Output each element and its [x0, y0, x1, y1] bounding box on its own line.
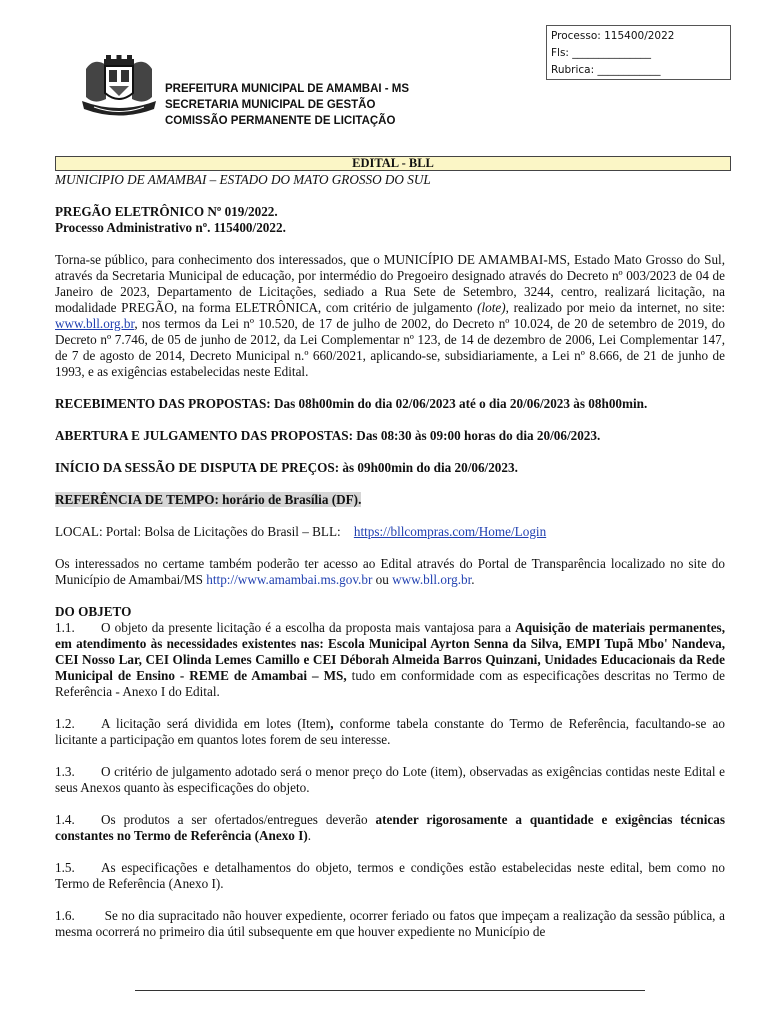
item-text: Os produtos a ser ofertados/entregues deverão [101, 812, 376, 827]
item-number: 1.5. [55, 860, 75, 875]
item-text-end: conforme tabela constante do Termo de Referência, facultando-se ao licitante a participação em quantos lotes forem de seu interesse. [55, 716, 725, 747]
header-prefeitura: PREFEITURA MUNICIPAL DE AMAMBAI - MS [165, 83, 410, 95]
item-text: O objeto da presente licitação é a escolha da proposta mais vantajosa para a [101, 620, 516, 635]
item-text: Se no dia supracitado não houver expediente, ocorrer feriado ou fatos que impeçam a realização da sessão pública, a mesma ocorrerá no primeiro dia útil subsequente em que houver expediente no Município de [55, 908, 725, 939]
item-bold-text: , [330, 716, 334, 731]
item-text-end: . [307, 828, 312, 843]
item-text: As especificações e detalhamentos do objeto, termos e condições estão estabelecidas neste edital, bem como no Termo de Referência (Anexo I). [55, 860, 725, 891]
header-comissao: COMISSÃO PERMANENTE DE LICITAÇÃO [165, 115, 396, 127]
item-number: 1.4. [55, 812, 75, 827]
local-label: LOCAL: Portal: Bolsa de Licitações do Brasil – BLL: [55, 524, 341, 539]
item-bold-text: atender rigorosamente a quantidade e exigências técnicas constantes no Termo de Referência (Anexo I) [55, 812, 725, 843]
item-1-3 [55, 764, 725, 796]
item-number: 1.3. [55, 764, 75, 779]
intro-text-1: Torna-se público, para conhecimento dos interessados, que o MUNICÍPIO DE AMAMBAI-MS, Estado Mato Grosso do Sul, através da Secretaria Municipal de educação, por intermédio do Pregoeiro designado através do Decreto nº 003/2023 de 04 de Janeiro de 2023, Departamento de Licitações, sediado a Rua Sete de Setembro, 3244, centro, realizará licitação, na modalidade PREGÃO, na forma ELETRÔNICA, com critério de julgamento [55, 252, 725, 315]
header-secretaria: SECRETARIA MUNICIPAL DE GESTÃO [165, 99, 376, 111]
interessados-end: . [471, 572, 475, 587]
referencia-tempo: REFERÊNCIA DE TEMPO: horário de Brasília (DF). [55, 492, 362, 507]
section-objeto-title: DO OBJETO [55, 604, 132, 619]
bll-site-link[interactable]: www.bll.org.br [55, 316, 135, 331]
item-number: 1.1. [55, 620, 75, 635]
item-1-1 [55, 620, 725, 700]
local-line [55, 524, 725, 540]
item-text: O critério de julgamento adotado será o menor preço do Lote (item), observadas as exigências contidas neste Edital e seus Anexos quanto às especificações do objeto. [55, 764, 725, 795]
interessados-paragraph [55, 556, 725, 588]
intro-lote: (lote) [477, 300, 506, 315]
pregao-number: PREGÃO ELETRÔNICO Nº 019/2022. [55, 204, 278, 219]
amambai-site-link[interactable]: http://www.amambai.ms.gov.br [206, 572, 373, 587]
edital-title-bar: EDITAL - BLL [55, 156, 731, 171]
document-subtitle: MUNICIPIO DE AMAMBAI – ESTADO DO MATO GROSSO DO SUL [55, 172, 431, 187]
item-1-2 [55, 716, 725, 748]
footer-rule [135, 990, 645, 991]
process-stamp-box [546, 25, 731, 80]
item-1-4 [55, 812, 725, 844]
bllcompras-link[interactable]: https://bllcompras.com/Home/Login [353, 524, 547, 539]
municipal-crest-logo [80, 55, 158, 123]
interessados-ou: ou [372, 572, 393, 587]
bll-site-link-2[interactable]: www.bll.org.br [392, 572, 472, 587]
rubrica-field: Rubrica: ____________ [551, 64, 661, 76]
inicio-sessao: INÍCIO DA SESSÃO DE DISPUTA DE PREÇOS: às 09h00min do dia 20/06/2023. [55, 460, 518, 475]
item-number: 1.2. [55, 716, 75, 731]
item-1-5 [55, 860, 725, 892]
fls-field: Fls: _______________ [551, 47, 652, 59]
institution-header [165, 81, 409, 129]
process-administrative: Processo Administrativo nº. 115400/2022. [55, 220, 286, 235]
intro-text-3: , nos termos da Lei nº 10.520, de 17 de julho de 2002, do Decreto nº 10.024, de 20 de setembro de 2019, do Decreto nº 7.746, de 05 de junho de 2012, da Lei Complementar nº 123, de 14 de dezembro de 2006, Lei Complementar 147, de 7 de agosto de 2014, Decreto Municipal n.º 660/2021, aplicando-se, subsidiariamente, a Lei nº 8.666, de 21 de junho de 1993, e as exigências estabelecidas neste Edital. [55, 316, 725, 379]
abertura-julgamento: ABERTURA E JULGAMENTO DAS PROPOSTAS: Das 08:30 às 09:00 horas do dia 20/06/2023. [55, 428, 601, 443]
item-text-end: tudo em conformidade com as especificações descritas no Termo de Referência - Anexo I do Edital. [55, 668, 725, 699]
document-body [55, 172, 725, 940]
item-bold-text: Aquisição de materiais permanentes, em atendimento às necessidades existentes nas: Escola Municipal Ayrton Senna da Silva, EMPI Tupã Mbo' Nandeva, CEI Nosso Lar, CEI Olinda Lemes Camillo e CEI Déborah Almeida Barros Quinzani, Unidades Educacionais da Rede Municipal de Ensino - REME de Amambai – MS, [55, 620, 725, 683]
item-number: 1.6. [55, 908, 75, 923]
process-number: Processo: 115400/2022 [551, 30, 675, 42]
intro-paragraph [55, 252, 725, 380]
recebimento-propostas: RECEBIMENTO DAS PROPOSTAS: Das 08h00min do dia 02/06/2023 até o dia 20/06/2023 às 08h00min. [55, 396, 648, 411]
item-text: A licitação será dividida em lotes (Item) [101, 716, 331, 731]
intro-text-2: , realizado por meio da internet, no site: [505, 300, 726, 315]
item-1-6 [55, 908, 725, 940]
interessados-text: Os interessados no certame também poderão ter acesso ao Edital através do Portal de Transparência localizado no site do Município de Amambai/MS [55, 556, 725, 587]
